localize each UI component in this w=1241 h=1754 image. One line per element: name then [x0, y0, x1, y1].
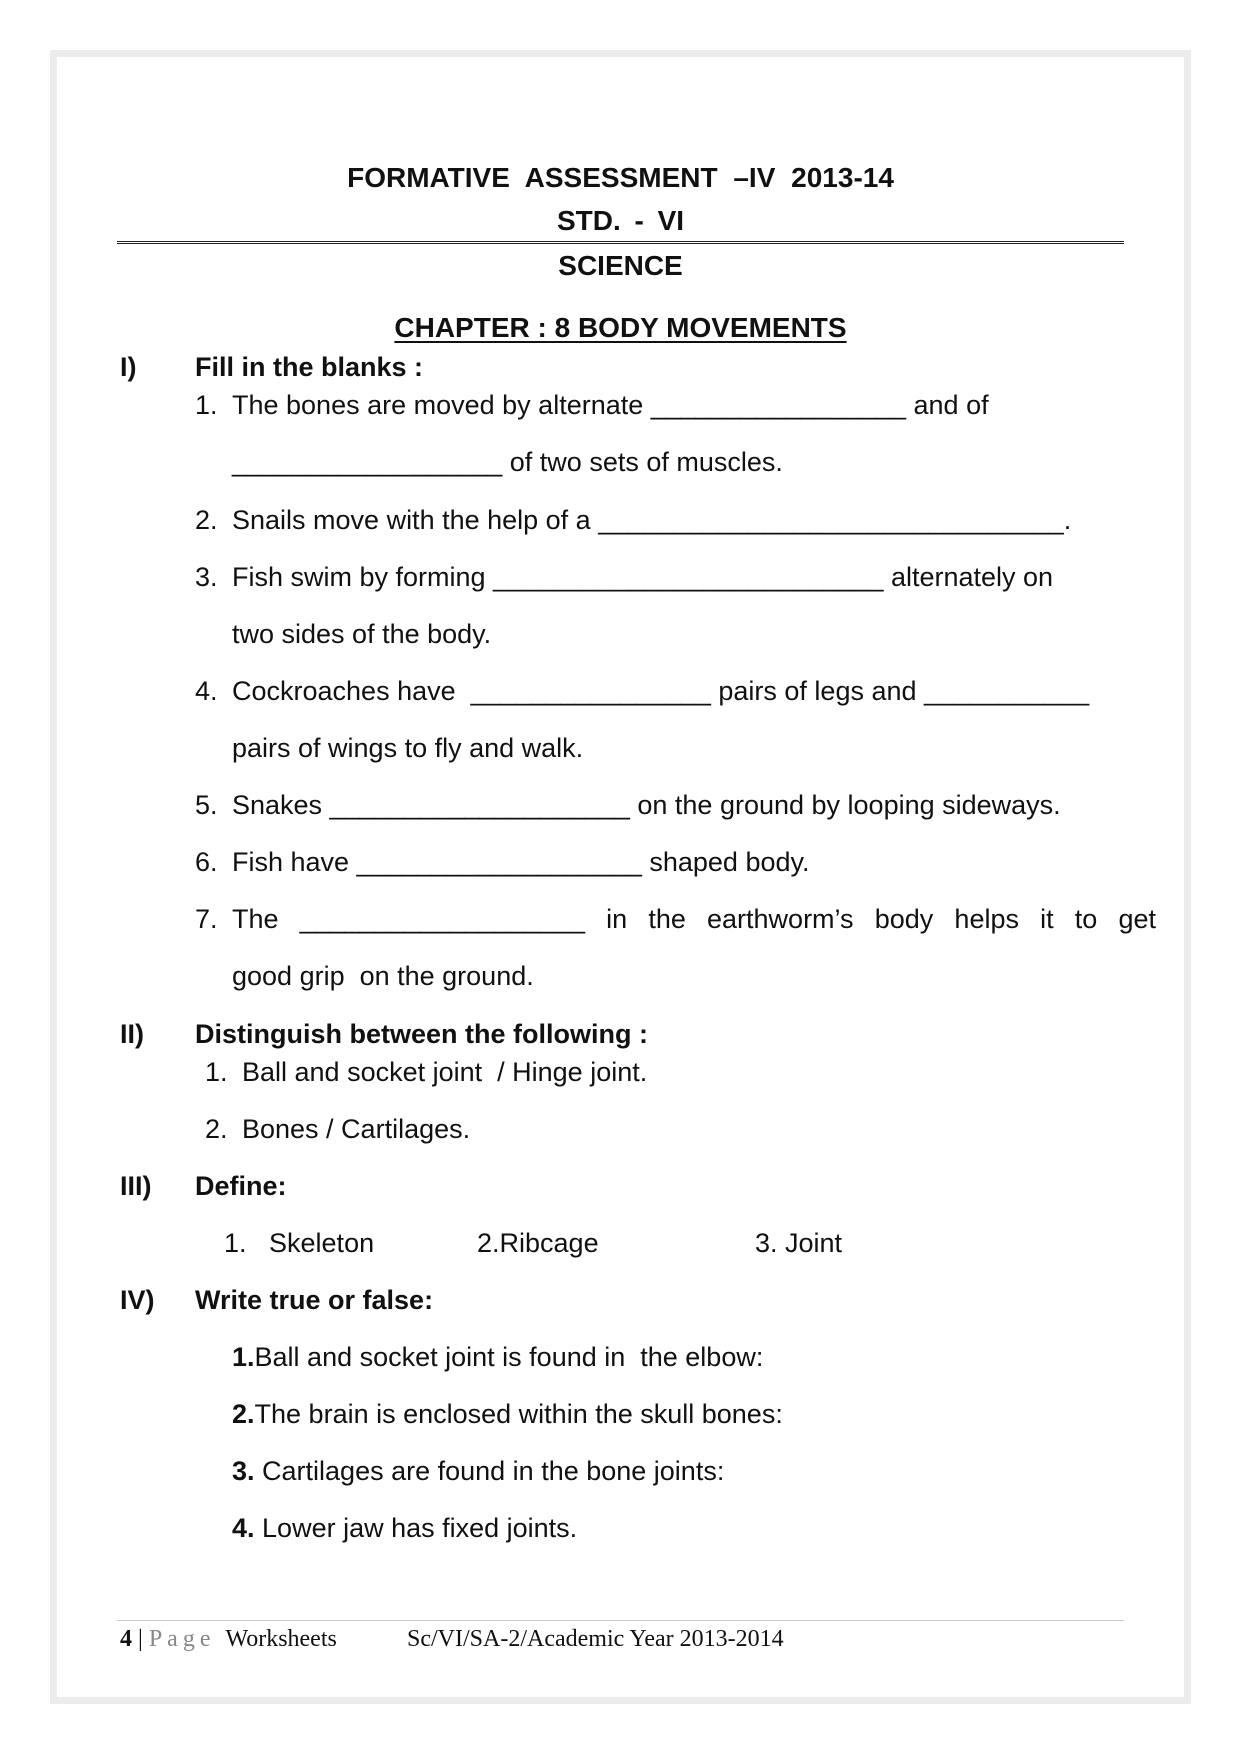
footer-reference: Sc/VI/SA-2/Academic Year 2013-2014 [407, 1626, 784, 1652]
question-text: Bones / Cartilages. [242, 1114, 471, 1144]
question-text-continued: good grip on the ground. [232, 961, 534, 991]
question-text-continued: __________________ of two sets of muscles. [232, 447, 783, 477]
page-footer [120, 1626, 784, 1653]
question-number: 5. [195, 790, 218, 820]
subject-title: SCIENCE [558, 250, 683, 281]
section-number: II) [120, 1019, 144, 1049]
question-text: The bones are moved by alternate _________________ and of [232, 390, 989, 420]
statement-text: Ball and socket joint is found in the elbow: [254, 1342, 764, 1372]
true-false-statement [232, 1513, 577, 1544]
define-term: 1. Skeleton [224, 1228, 375, 1258]
assessment-title: FORMATIVE ASSESSMENT –IV 2013-14 [347, 162, 894, 193]
question-text-continued: two sides of the body. [232, 619, 492, 649]
question-number: 1. [195, 390, 218, 420]
question-text: Snakes ____________________ on the ground by looping sideways. [232, 790, 1061, 820]
true-false-statement [232, 1342, 763, 1373]
question-text: Ball and socket joint / Hinge joint. [242, 1057, 648, 1087]
section-heading: Distinguish between the following : [195, 1019, 648, 1049]
question-number: 2. [195, 505, 218, 535]
statement-text: Cartilages are found in the bone joints: [254, 1456, 725, 1486]
statement-number: 1. [232, 1342, 255, 1372]
question-number: 3. [195, 562, 218, 592]
statement-text: Lower jaw has fixed joints. [254, 1513, 578, 1543]
define-term: 3. Joint [755, 1228, 843, 1258]
question-number: 6. [195, 847, 218, 877]
statement-number: 2. [232, 1399, 255, 1429]
question-number: 4. [195, 676, 218, 706]
chapter-title: CHAPTER : 8 BODY MOVEMENTS [394, 312, 847, 343]
question-text: Fish have ___________________ shaped body. [232, 847, 810, 877]
true-false-statement [232, 1456, 724, 1487]
section-number: I) [120, 352, 137, 382]
footer-divider [117, 1620, 1124, 1621]
header-divider [117, 241, 1124, 244]
question-number: 7. [195, 904, 218, 934]
page-label: Page [148, 1626, 216, 1652]
footer-separator: | [132, 1626, 149, 1652]
statement-text: The brain is enclosed within the skull bones: [254, 1399, 783, 1429]
statement-number: 3. [232, 1456, 255, 1486]
section-number: IV) [120, 1285, 155, 1315]
page-number: 4 [120, 1626, 132, 1652]
question-text: Cockroaches have ________________ pairs of legs and ___________ [232, 676, 1090, 706]
question-text: The ___________________ in the earthworm’s body helps it to get [232, 904, 1156, 934]
question-number: 1. [205, 1057, 228, 1087]
define-term: 2.Ribcage [477, 1228, 599, 1258]
section-heading: Fill in the blanks : [195, 352, 424, 382]
question-text: Snails move with the help of a _______________________________. [232, 505, 1072, 535]
question-text: Fish swim by forming __________________________ alternately on [232, 562, 1054, 592]
statement-number: 4. [232, 1513, 255, 1543]
section-number: III) [120, 1171, 152, 1201]
section-heading: Define: [195, 1171, 287, 1201]
question-number: 2. [205, 1114, 228, 1144]
standard-label: STD. - VI [556, 205, 685, 236]
section-heading: Write true or false: [195, 1285, 434, 1315]
true-false-statement [232, 1399, 783, 1430]
question-text-continued: pairs of wings to fly and walk. [232, 733, 584, 763]
footer-worksheets: Worksheets [225, 1626, 337, 1652]
